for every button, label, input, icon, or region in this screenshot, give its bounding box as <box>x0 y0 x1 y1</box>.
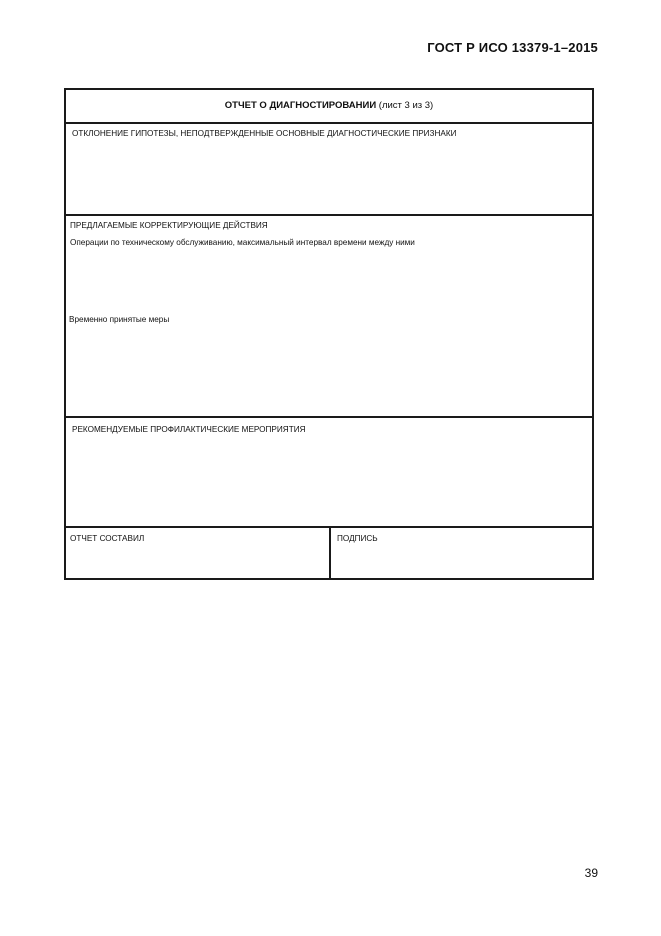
preventive-measures-section <box>66 418 592 528</box>
preventive-measures-label: РЕКОМЕНДУЕМЫЕ ПРОФИЛАКТИЧЕСКИЕ МЕРОПРИЯТИЯ <box>72 425 306 434</box>
deviation-label: ОТКЛОНЕНИЕ ГИПОТЕЗЫ, НЕПОДТВЕРЖДЕННЫЕ ОСНОВНЫЕ ДИАГНОСТИЧЕСКИЕ ПРИЗНАКИ <box>72 129 457 138</box>
signature-row <box>66 528 592 578</box>
signature-divider <box>329 528 331 578</box>
form-title-main: ОТЧЕТ О ДИАГНОСТИРОВАНИИ <box>224 100 377 111</box>
form-title-row <box>66 90 592 124</box>
deviation-section <box>66 124 592 216</box>
temporary-measures-label: Временно принятые меры <box>69 315 170 324</box>
document-standard-header: ГОСТ Р ИСО 13379-1–2015 <box>427 40 598 55</box>
corrective-actions-label: ПРЕДЛАГАЕМЫЕ КОРРЕКТИРУЮЩИЕ ДЕЙСТВИЯ <box>70 221 268 230</box>
maintenance-operations-label: Операции по техническому обслуживанию, максимальный интервал времени между ними <box>70 238 415 247</box>
diagnostic-report-form <box>64 88 594 580</box>
page-number: 39 <box>584 866 598 880</box>
form-title <box>225 100 433 111</box>
form-title-sheet: (лист 3 из 3) <box>378 100 434 111</box>
corrective-actions-section <box>66 216 592 418</box>
signature-label: ПОДПИСЬ <box>337 534 378 543</box>
report-author-label: ОТЧЕТ СОСТАВИЛ <box>70 534 145 543</box>
